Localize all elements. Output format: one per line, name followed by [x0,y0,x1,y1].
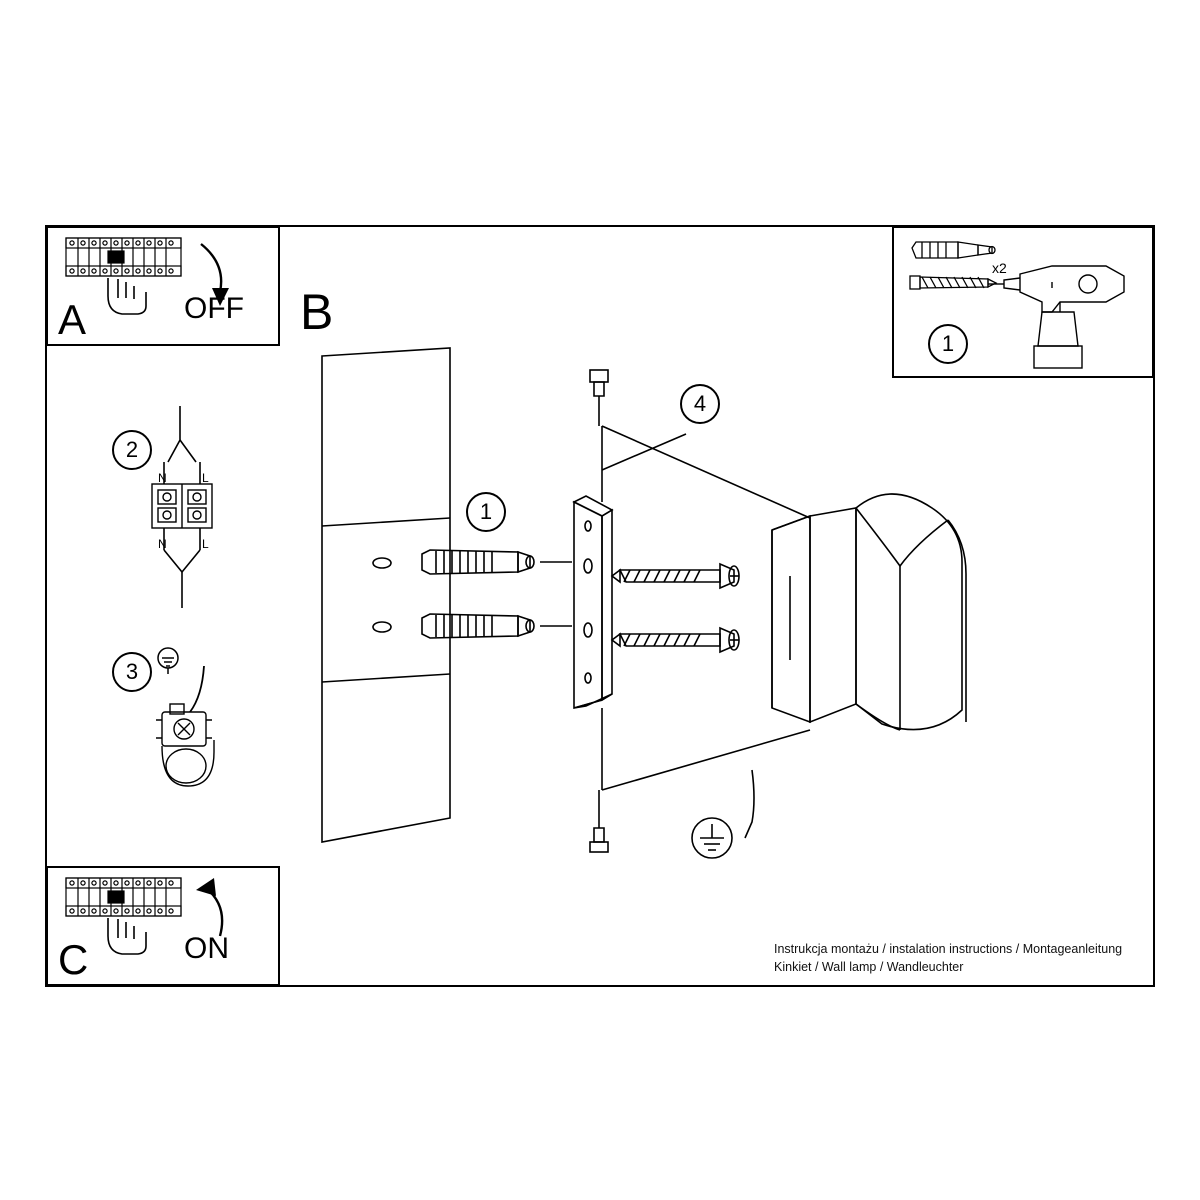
panel-b-letter: B [300,284,334,340]
callout-tools-step: 1 [928,324,968,364]
wall-plug-part [422,550,534,574]
screw-part [612,628,739,652]
svg-text:L: L [202,537,209,551]
svg-text:N: N [158,537,167,551]
callout-exploded-4: 4 [680,384,720,424]
earth-ground-symbol-icon [692,818,732,858]
lamp-shade-part [856,494,966,730]
callout-exploded-1: 1 [466,492,506,532]
wall-plug-part [422,614,534,638]
tools-quantity-label: x2 [992,260,1007,276]
panel-a-action-label: OFF [184,292,244,325]
wall-surface-panel [322,348,450,842]
footer-line-2: Kinkiet / Wall lamp / Wandleuchter [774,960,964,974]
screw-icon [910,276,996,289]
grub-screw-bottom-part [590,790,608,852]
panel-c-letter: C [58,936,89,983]
grub-screw-top-part [590,370,608,426]
exploded-assembly-view [290,330,1170,890]
mounting-bracket-part [574,496,612,708]
footer-line-1: Instrukcja montażu / instalation instructions / Montageanleitung [774,942,1123,956]
svg-text:L: L [202,471,209,485]
step-2-graphics [140,400,280,620]
panel-c-action-label: ON [184,932,229,965]
step-3-graphics [140,640,280,820]
callout-step-3: 3 [112,652,152,692]
panel-a-letter: A [58,296,87,343]
callout-step-2: 2 [112,430,152,470]
svg-text:N: N [158,471,167,485]
lamp-housing-part [772,508,856,722]
screw-part [612,564,739,588]
wall-plug-icon [912,242,995,258]
